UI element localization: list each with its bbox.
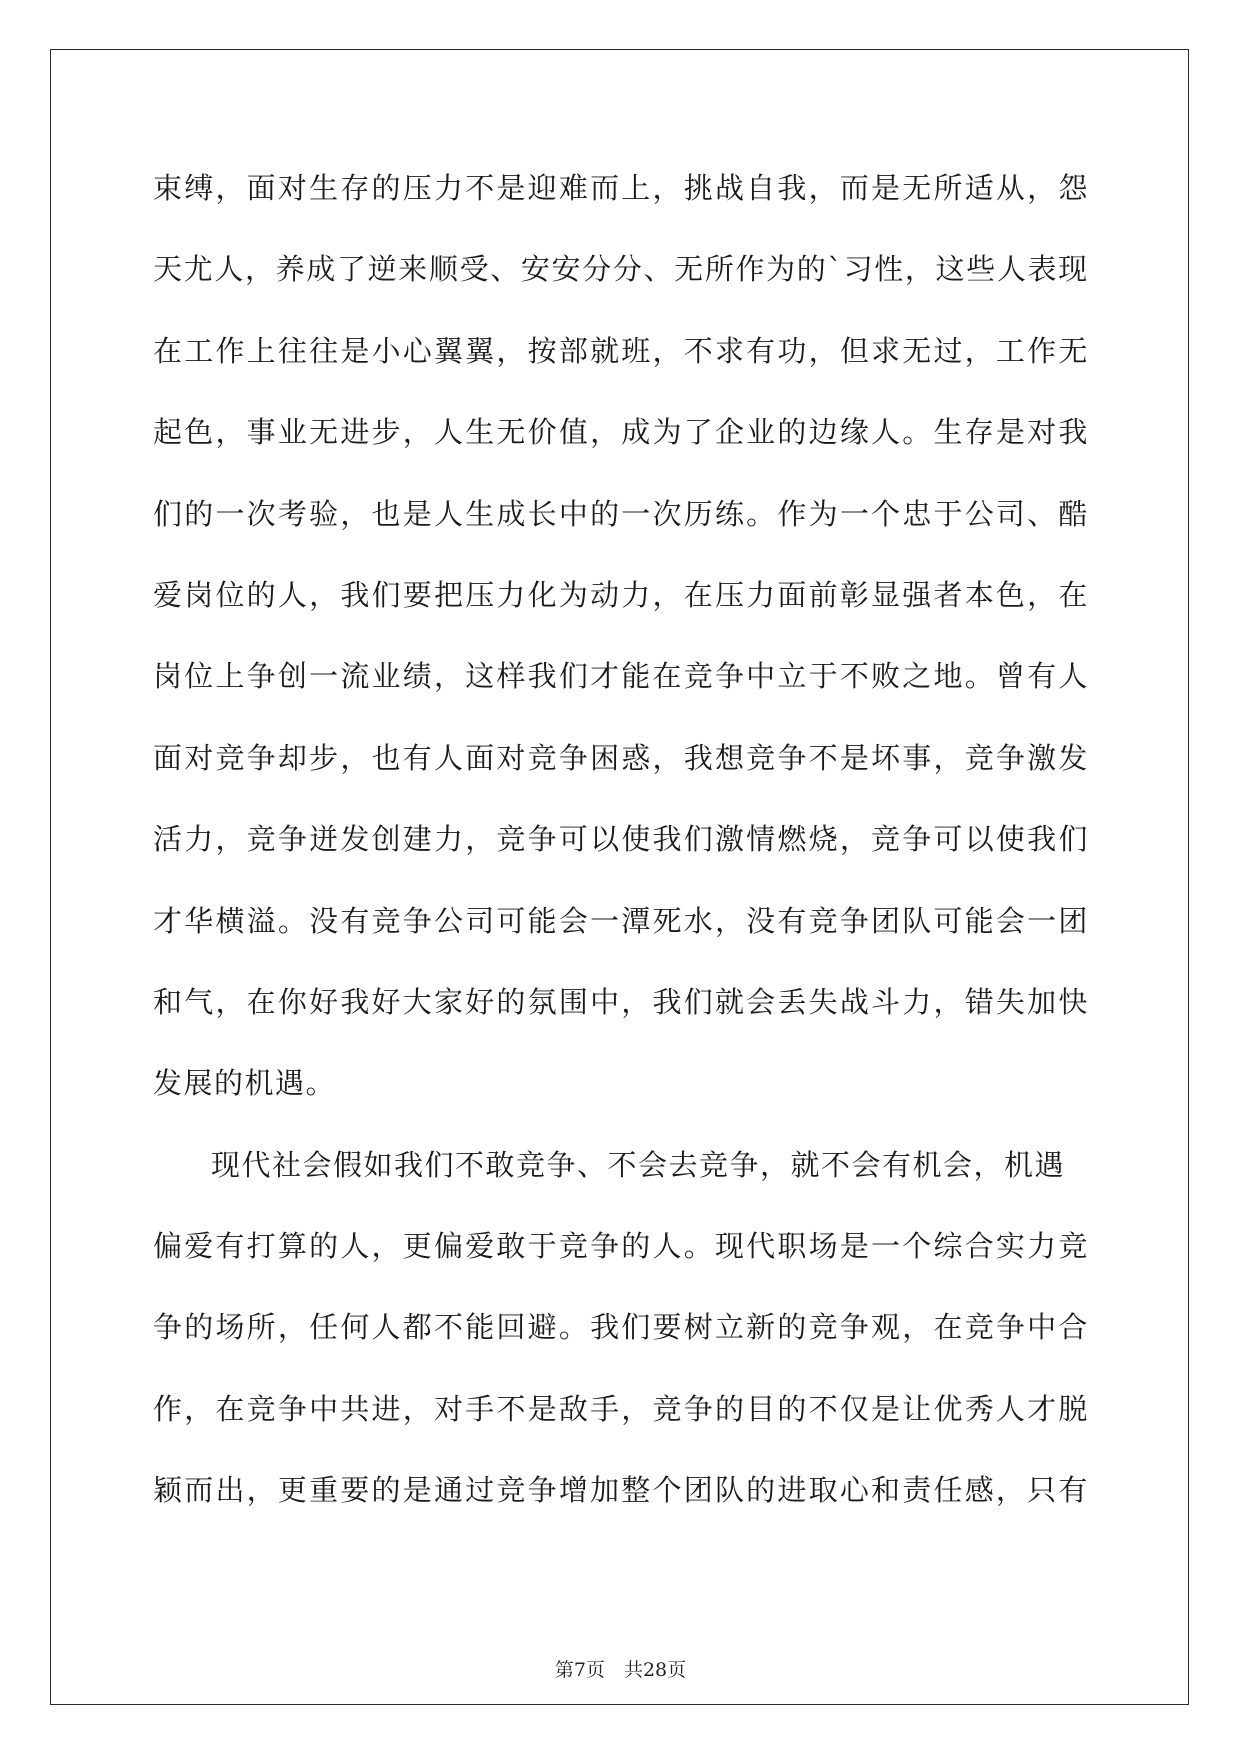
text-line: 束 缚 ， 面 对 生 存 的 压 力 不 是 迎 难 而 上 ， 挑 战 自 我 ， 而 是 无 所 适 从 ， 怨 bbox=[153, 171, 1089, 205]
text-line: 和 气 ， 在 你 好 我 好 大 家 好 的 氛 围 中 ， 我 们 就 会 丢 失 战 斗 力 ， 错 失 加 快 bbox=[153, 984, 1089, 1019]
paragraph-first-line: 现代社会假如我们不敢竞争、不会去竞争，就不会有机会，机遇 bbox=[211, 1147, 1066, 1182]
page-number: 第7页 共28页 bbox=[554, 1659, 687, 1681]
text-line: 们 的 一 次 考 验 ， 也 是 人 生 成 长 中 的 一 次 历 练 。 作 为 一 个 忠 于 公 司 、 酷 bbox=[153, 496, 1089, 531]
text-line: 偏 爱 有 打 算 的 人 ， 更 偏 爱 敢 于 竞 争 的 人 。 现 代 职 场 是 一 个 综 合 实 力 竞 bbox=[153, 1229, 1089, 1264]
text-line: 爱 岗 位 的 人 ， 我 们 要 把 压 力 化 为 动 力 ， 在 压 力 面 前 彰 显 强 者 本 色 ， 在 bbox=[153, 577, 1089, 612]
text-line: 面 对 竞 争 却 步 ， 也 有 人 面 对 竞 争 困 惑 ， 我 想 竞 争 不 是 坏 事 ， 竞 争 激 发 bbox=[153, 740, 1089, 775]
text-line: 岗 位 上 争 创 一 流 业 绩 ， 这 样 我 们 才 能 在 竞 争 中 立 于 不 败 之 地 。 曾 有 人 bbox=[153, 659, 1089, 694]
text-line: 颖 而 出 ， 更 重 要 的 是 通 过 竞 争 增 加 整 个 团 队 的 进 取 心 和 责 任 感 ， 只 有 bbox=[153, 1473, 1089, 1508]
text-line: 活 力 ， 竞 争 迸 发 创 建 力 ， 竞 争 可 以 使 我 们 激 情 燃 烧 ， 竞 争 可 以 使 我 们 bbox=[153, 822, 1089, 857]
text-line: 起 色 ， 事 业 无 进 步 ， 人 生 无 价 值 ， 成 为 了 企 业 的 边 缘 人 。 生 存 是 对 我 bbox=[153, 415, 1089, 450]
text-line: 争 的 场 所 ， 任 何 人 都 不 能 回 避 。 我 们 要 树 立 新 的 竞 争 观 ， 在 竞 争 中 合 bbox=[153, 1310, 1089, 1345]
text-line: 天 尤 人 ， 养 成 了 逆 来 顺 受 、 安 安 分 分 、 无 所 作 为 的 ` 习 性 ， 这 些 人 表 现 bbox=[153, 252, 1089, 287]
text-line: 在 工 作 上 往 往 是 小 心 翼 翼 ， 按 部 就 班 ， 不 求 有 功 ， 但 求 无 过 ， 工 作 无 bbox=[153, 333, 1089, 368]
text-line: 作 ， 在 竞 争 中 共 进 ， 对 手 不 是 敌 手 ， 竞 争 的 目 的 不 仅 是 让 优 秀 人 才 脱 bbox=[153, 1391, 1089, 1426]
text-line: 才 华 横 溢 。 没 有 竞 争 公 司 可 能 会 一 潭 死 水 ， 没 有 竞 争 团 队 可 能 会 一 团 bbox=[153, 903, 1089, 938]
text-line: 发展的机遇。 bbox=[153, 1066, 337, 1101]
body-text bbox=[153, 155, 1089, 1539]
